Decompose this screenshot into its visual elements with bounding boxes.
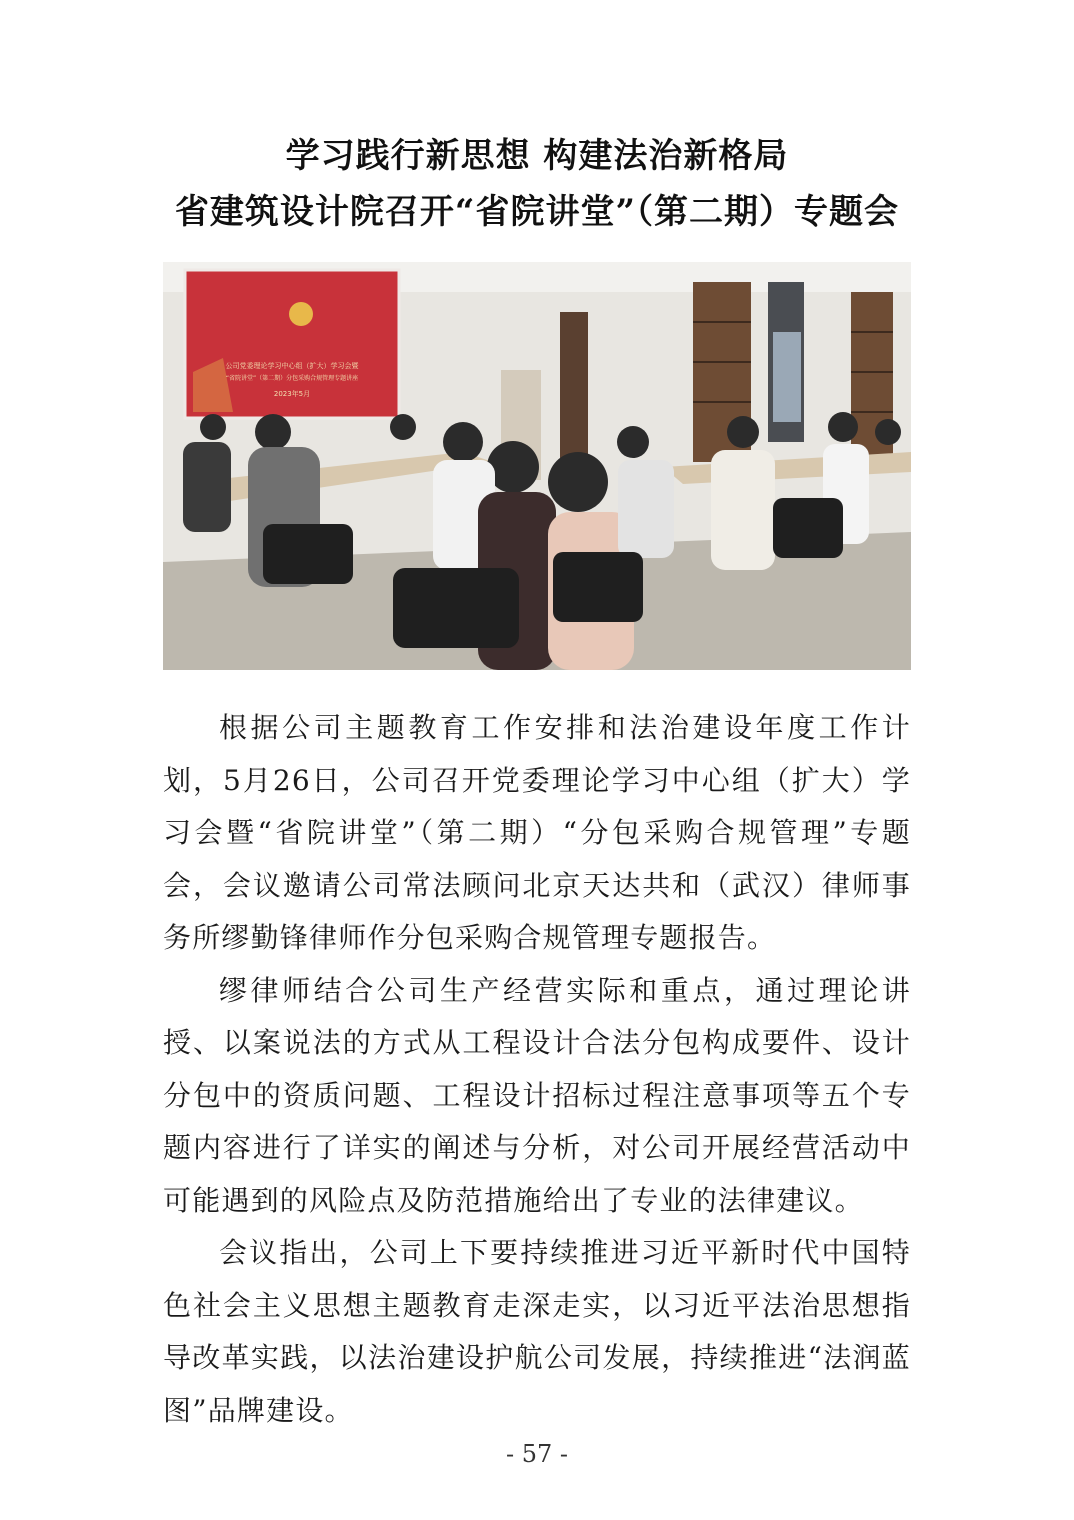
page-number: - 57 - bbox=[505, 1440, 568, 1468]
meeting-photo-drawing bbox=[163, 262, 911, 670]
screen-date: 2023年5月 bbox=[273, 390, 311, 398]
paragraph-1: 根据公司主题教育工作安排和法治建设年度工作计划，5月26日，公司召开党委理论学习中心组（扩大）学习会暨“省院讲堂”（第二期）“分包采购合规管理”专题会，会议邀请公司常法顾问北京天达共和（武汉）律师事务所缪勤锋律师作分包采购合规管理专题报告。 bbox=[163, 711, 911, 954]
paragraph-3: 会议指出，公司上下要持续推进习近平新时代中国特色社会主义思想主题教育走深走实，以习近平法治思想指导改革实践，以法治建设护航公司发展，持续推进“法润蓝图”品牌建设。 bbox=[163, 1236, 911, 1427]
paragraph-2: 缪律师结合公司生产经营实际和重点，通过理论讲授、以案说法的方式从工程设计合法分包构成要件、设计分包中的资质问题、工程设计招标过程注意事项等五个专题内容进行了详实的阐述与分析，对公司开展经营活动中可能遇到的风险点及防范措施给出了专业的法律建议。 bbox=[163, 973, 911, 1217]
screen-text-2: “省院讲堂”（第二期）分包采购合规管理专题讲座 bbox=[225, 375, 359, 382]
title-line-1: 学习践行新思想 构建法治新格局 bbox=[285, 136, 789, 176]
projection-screen bbox=[185, 270, 399, 418]
meeting-photo bbox=[163, 262, 911, 670]
title-line-2: 省建筑设计院召开“省院讲堂”（第二期）专题会 bbox=[174, 192, 900, 232]
article-body bbox=[163, 702, 911, 1437]
screen-text-1: 公司党委理论学习中心组（扩大）学习会暨 bbox=[225, 362, 359, 370]
article-title bbox=[0, 128, 1074, 240]
